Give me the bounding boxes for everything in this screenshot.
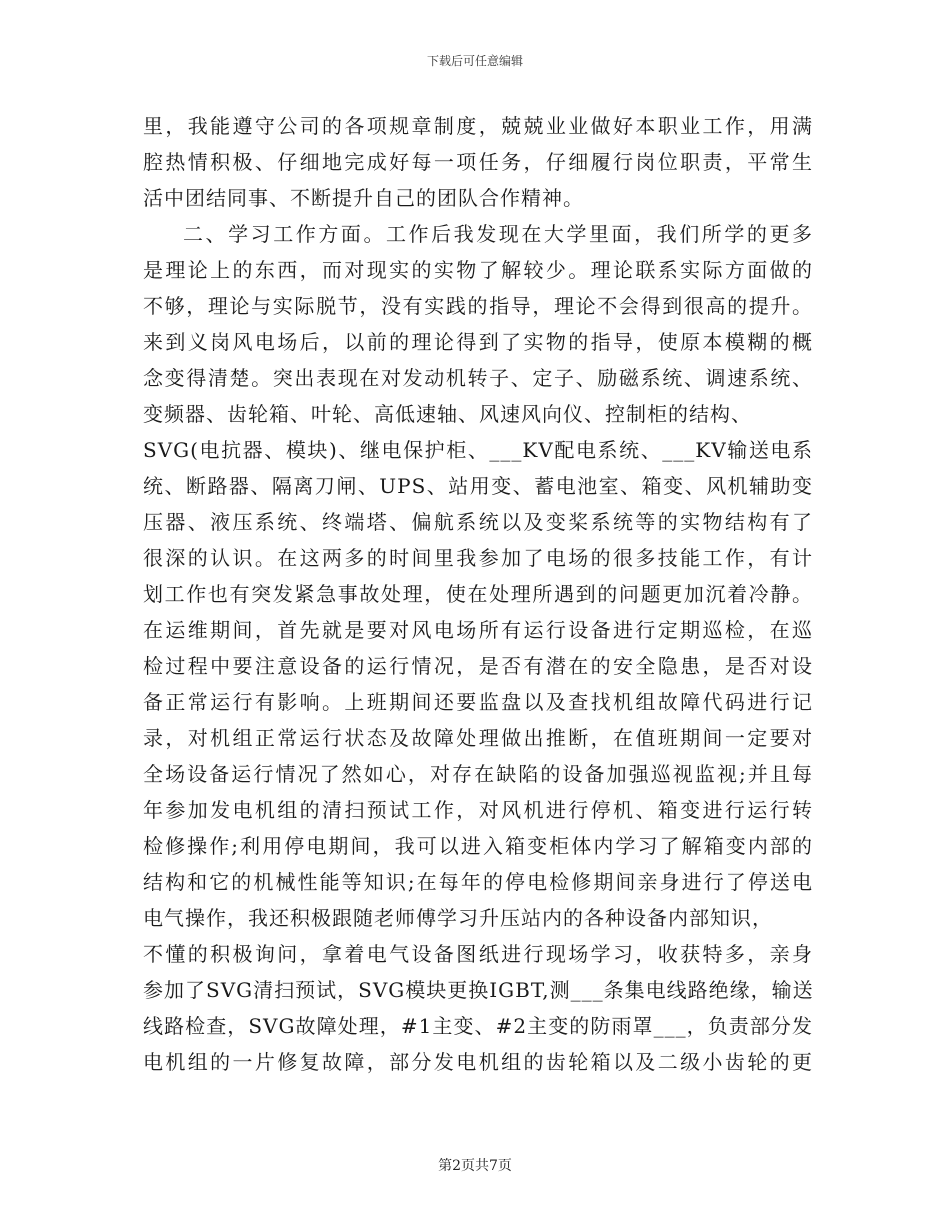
text-line: 来到义岗风电场后，以前的理论得到了实物的指导，使原本模糊的概 (143, 330, 813, 354)
text-line: 结构和它的机械性能等知识;在每年的停电检修期间亲身进行了停送电 (143, 870, 813, 894)
text-line: 不够，理论与实际脱节，没有实践的指导，理论不会得到很高的提升。 (143, 294, 813, 318)
text-line: 电气操作，我还积极跟随老师傅学习升压站内的各种设备内部知识， (143, 906, 773, 930)
page-number: 第2页共7页 (438, 1158, 512, 1174)
text-line: 参加了SVG清扫预试，SVG模块更换IGBT,测___条集电线路绝缘，输送 (143, 978, 814, 1002)
text-line: 备正常运行有影响。上班期间还要监盘以及查找机组故障代码进行记 (143, 690, 813, 714)
text-line: 检过程中要注意设备的运行情况，是否有潜在的安全隐患，是否对设 (143, 654, 813, 678)
text-line: 统、断路器、隔离刀闸、UPS、站用变、蓄电池室、箱变、风机辅助变 (143, 474, 813, 498)
text-line: 全场设备运行情况了然如心，对存在缺陷的设备加强巡视监视;并且每 (143, 762, 813, 786)
text-line: 很深的认识。在这两多的时间里我参加了电场的很多技能工作，有计 (143, 546, 813, 570)
text-line: 里，我能遵守公司的各项规章制度，兢兢业业做好本职业工作，用满 (143, 114, 813, 138)
text-line: 活中团结同事、不断提升自己的团队合作精神。 (143, 186, 584, 210)
text-line: 划工作也有突发紧急事故处理，使在处理所遇到的问题更加沉着冷静。 (143, 582, 813, 606)
page-header: 下载后可任意编辑 (426, 54, 523, 68)
text-line: 电机组的一片修复故障，部分发电机组的齿轮箱以及二级小齿轮的更 (143, 1050, 813, 1074)
document-body (143, 108, 813, 1080)
text-line: 念变得清楚。突出表现在对发动机转子、定子、励磁系统、调速系统、 (143, 366, 813, 390)
text-line: 在运维期间，首先就是要对风电场所有运行设备进行定期巡检，在巡 (143, 618, 813, 642)
text-line: SVG(电抗器、模块)、继电保护柜、___KV配电系统、___KV输送电系 (143, 438, 813, 462)
text-line: 腔热情积极、仔细地完成好每一项任务，仔细履行岗位职责，平常生 (143, 150, 813, 174)
text-line: 线路检查，SVG故障处理，#1主变、#2主变的防雨罩___，负责部分发 (143, 1014, 813, 1038)
text-line: 是理论上的东西，而对现实的实物了解较少。理论联系实际方面做的 (143, 258, 813, 282)
text-line: 检修操作;利用停电期间，我可以进入箱变柜体内学习了解箱变内部的 (143, 834, 813, 858)
text-line: 压器、液压系统、终端塔、偏航系统以及变桨系统等的实物结构有了 (143, 510, 813, 534)
text-line: 不懂的积极询问，拿着电气设备图纸进行现场学习，收获特多，亲身 (143, 942, 813, 966)
text-line: 年参加发电机组的清扫预试工作，对风机进行停机、箱变进行运行转 (143, 798, 813, 822)
text-line: 录，对机组正常运行状态及故障处理做出推断，在值班期间一定要对 (143, 726, 813, 750)
text-line: 变频器、齿轮箱、叶轮、高低速轴、风速风向仪、控制柜的结构、 (143, 402, 752, 426)
text-line: 二、学习工作方面。工作后我发现在大学里面，我们所学的更多 (183, 222, 813, 246)
